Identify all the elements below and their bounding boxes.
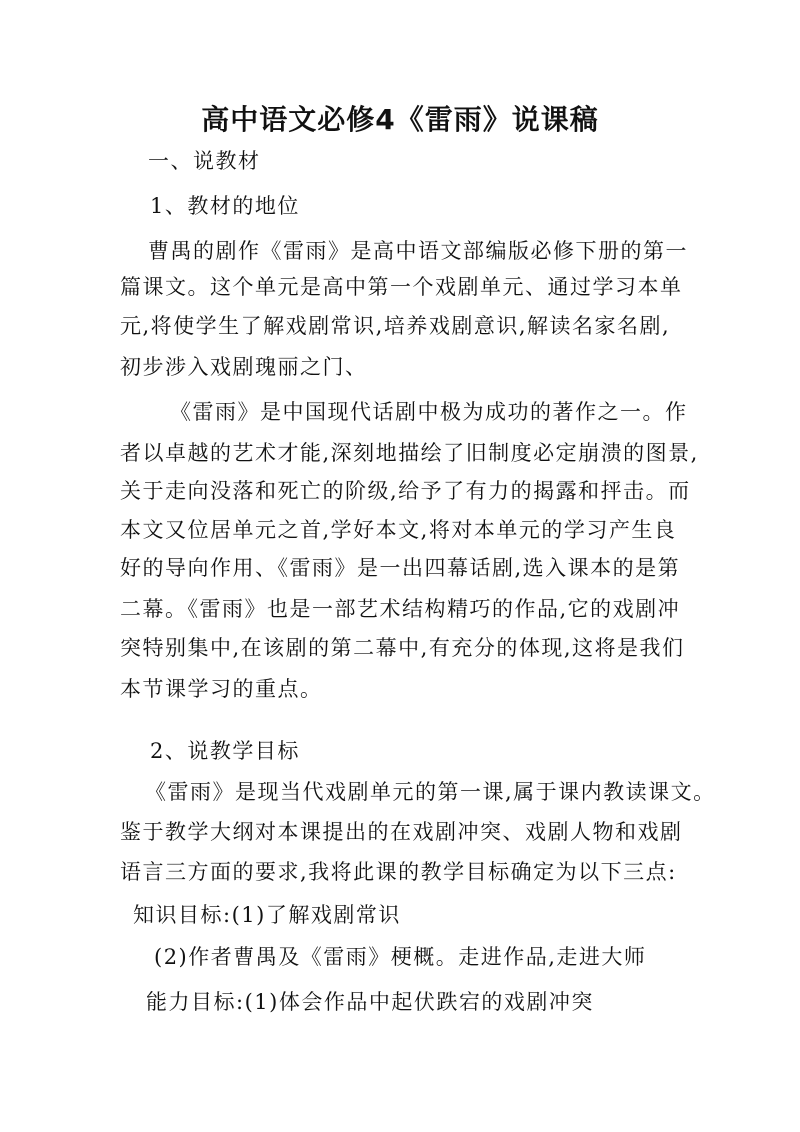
paragraph-line: 本节课学习的重点。 — [120, 677, 323, 701]
paragraph-line: 好的导向作用、《雷雨》是一出四幕话剧,选入课本的是第 — [120, 556, 681, 580]
section-heading: 一、说教材 — [148, 149, 261, 173]
objective-line: 知识目标:(1)了解戏剧常识 — [133, 903, 401, 927]
paragraph-line: 二幕。《雷雨》也是一部艺术结构精巧的作品,它的戏剧冲 — [120, 597, 681, 621]
subsection-heading: 1、教材的地位 — [150, 194, 300, 218]
document-title: 高中语文必修4《雷雨》说课稿 — [201, 103, 599, 136]
paragraph-line: 突特别集中,在该剧的第二幕中,有充分的体现,这将是我们 — [120, 636, 685, 660]
paragraph-line: 元,将使学生了解戏剧常识,培养戏剧意识,解读名家名剧, — [120, 314, 671, 338]
objective-line: (2)作者曹禺及《雷雨》梗概。走进作品,走进大师 — [154, 945, 647, 969]
paragraph-line: 曹禺的剧作《雷雨》是高中语文部编版必修下册的第一 — [148, 239, 688, 263]
paragraph-line: 篇课文。这个单元是高中第一个戏剧单元、通过学习本单 — [120, 275, 683, 299]
paragraph-line: 《雷雨》是中国现代话剧中极为成功的著作之一。作 — [170, 400, 688, 424]
paragraph-line: 鉴于教学大纲对本课提出的在戏剧冲突、戏剧人物和戏剧 — [120, 820, 683, 844]
paragraph-line: 《雷雨》是现当代戏剧单元的第一课,属于课内教读课文。 — [145, 780, 716, 804]
paragraph-line: 语言三方面的要求,我将此课的教学目标确定为以下三点: — [120, 860, 677, 884]
paragraph-line: 本文又位居单元之首,学好本文,将对本单元的学习产生良 — [120, 518, 677, 542]
subsection-heading: 2、说教学目标 — [150, 739, 300, 763]
paragraph-line: 者以卓越的艺术才能,深刻地描绘了旧制度必定崩溃的图景, — [120, 441, 699, 465]
paragraph-line: 初步涉入戏剧瑰丽之门、 — [120, 355, 368, 379]
objective-line: 能力目标:(1)体会作品中起伏跌宕的戏剧冲突 — [146, 990, 594, 1014]
paragraph-line: 关于走向没落和死亡的阶级,给予了有力的揭露和抨击。而 — [120, 479, 691, 503]
